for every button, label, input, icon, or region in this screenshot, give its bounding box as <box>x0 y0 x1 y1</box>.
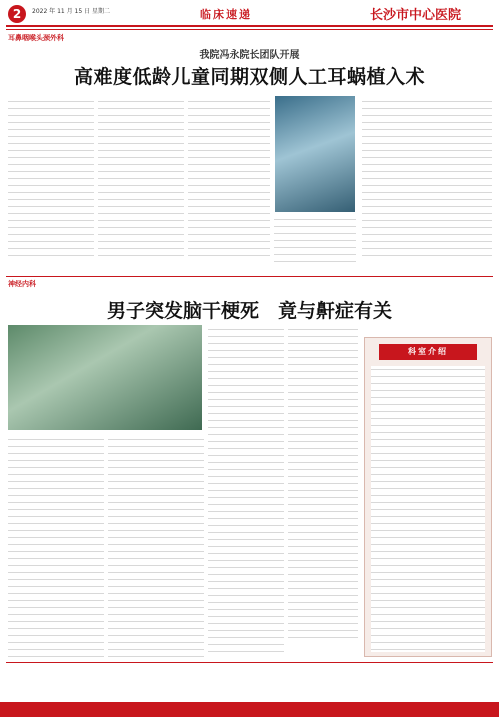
issue-date: 2022 年 11 月 15 日 星期二 <box>32 8 110 15</box>
article2-column-2 <box>108 436 204 658</box>
section-title: 临床速递 <box>200 8 252 21</box>
article2-tag: 神经内科 <box>8 280 36 288</box>
article1-headline: 高难度低龄儿童同期双侧人工耳蜗植入术 <box>73 66 425 88</box>
masthead <box>0 0 499 40</box>
article1-column-3 <box>188 98 270 262</box>
article1-column-4 <box>274 216 356 262</box>
article2-photo <box>8 325 202 430</box>
section-divider <box>6 276 493 277</box>
article1-column-5 <box>362 98 492 262</box>
article2-headline: 男子突发脑干梗死 竟与鼾症有关 <box>106 300 392 322</box>
article1-column-2 <box>98 98 184 262</box>
sidebar-title: 科室介绍 <box>379 344 477 360</box>
article2-column-1 <box>8 436 104 658</box>
top-rule <box>6 25 493 27</box>
paper-name: 长沙市中心医院 <box>370 8 462 23</box>
footer-bar <box>0 702 499 717</box>
article1-photo <box>274 95 356 213</box>
top-rule-thin <box>6 29 493 30</box>
page-number: 2 <box>8 5 26 23</box>
article2-column-4 <box>288 326 358 644</box>
article1-column-1 <box>8 98 94 262</box>
department-sidebar <box>364 337 492 657</box>
footer-rule <box>6 662 493 663</box>
article2-column-3 <box>208 326 284 658</box>
article1-kicker: 我院冯永院长团队开展 <box>199 50 300 61</box>
sidebar-text <box>371 366 485 652</box>
article1-tag: 耳鼻咽喉头颈外科 <box>8 34 64 42</box>
